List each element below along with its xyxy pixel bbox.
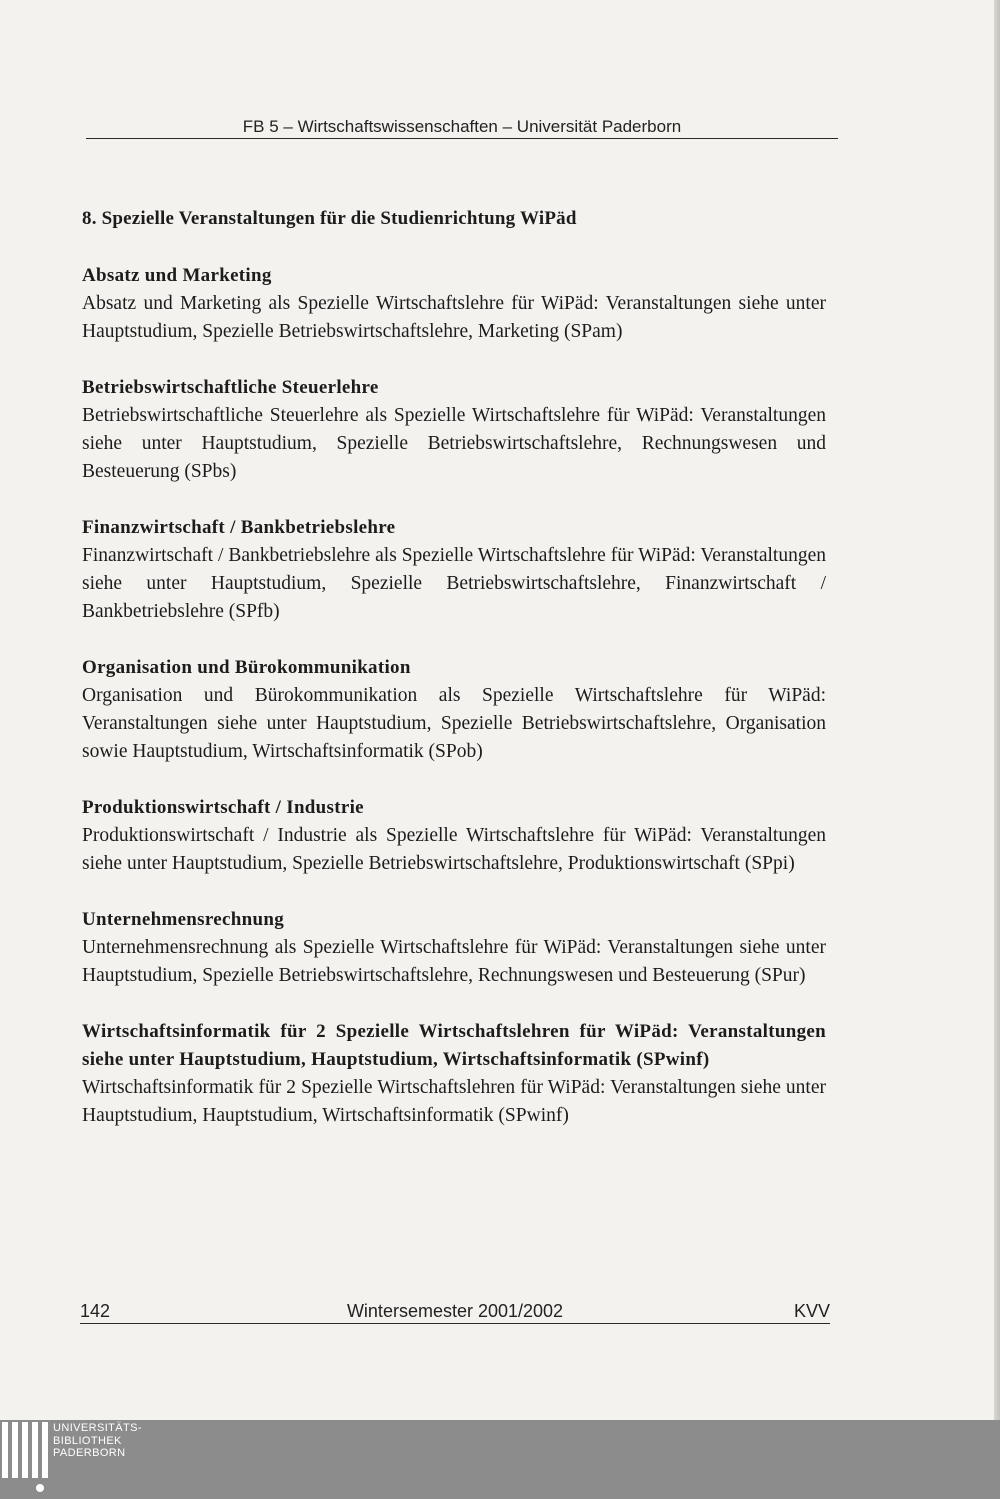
section-steuerlehre: [82, 374, 826, 486]
library-logo-icon: [2, 1422, 50, 1482]
footer-label: KVV: [793, 1301, 830, 1321]
library-logo-dot: [36, 1484, 44, 1492]
section-heading: Organisation und Bürokommunikation: [82, 657, 411, 678]
page-edge-shadow: [994, 0, 1000, 1420]
running-header: FB 5 – Wirtschaftswissenschaften – Universität Paderborn: [86, 116, 838, 139]
section-unternehmensrechnung: [82, 906, 826, 990]
library-name-line: BIBLIOTHEK: [53, 1434, 122, 1447]
section-organisation: [82, 654, 826, 766]
section-produktionswirtschaft: [82, 794, 826, 878]
library-name-line: UNIVERSITÄTS-: [53, 1422, 142, 1434]
page-number: 142: [80, 1301, 111, 1321]
section-heading: Absatz und Marketing: [82, 265, 272, 286]
section-heading: Finanzwirtschaft / Bankbetriebslehre: [82, 517, 396, 538]
footer-semester: Wintersemester 2001/2002: [346, 1301, 564, 1321]
section-body: Wirtschaftsinformatik für 2 Spezielle Wirtschaftslehren für WiPäd: Veranstaltungen siehe unter Hauptstudium, Hauptstudium, Wirtschaftsinformatik (SPwinf): [82, 1077, 826, 1126]
section-finanzwirtschaft: [82, 514, 826, 626]
section-heading: Wirtschaftsinformatik für 2 Spezielle Wirtschaftslehren für WiPäd: Veranstaltungen siehe unter Hauptstudium, Hauptstudium, Wirtschaftsinformatik (SPwinf): [82, 1021, 826, 1070]
section-body: Absatz und Marketing als Spezielle Wirtschaftslehre für WiPäd: Veranstaltungen siehe unter Hauptstudium, Spezielle Betriebswirtschaftslehre, Marketing (SPam): [82, 293, 826, 342]
page-content: [82, 204, 826, 1158]
section-body: Organisation und Bürokommunikation als Spezielle Wirtschaftslehre für WiPäd: Veranstaltungen siehe unter Hauptstudium, Spezielle Betriebswirtschaftslehre, Organisation sowie Hauptstudium, Wirtschaftsinformatik (SPob): [82, 685, 826, 762]
section-body: Unternehmensrechnung als Spezielle Wirtschaftslehre für WiPäd: Veranstaltungen siehe unter Hauptstudium, Spezielle Betriebswirtschaftslehre, Rechnungswesen und Besteuerung (SPur): [82, 937, 826, 986]
chapter-title: 8. Spezielle Veranstaltungen für die Studienrichtung WiPäd: [82, 208, 577, 229]
section-absatz-marketing: [82, 262, 826, 346]
library-name: [53, 1422, 142, 1460]
section-wirtschaftsinformatik: [82, 1018, 826, 1130]
section-body: Betriebswirtschaftliche Steuerlehre als Spezielle Wirtschaftslehre für WiPäd: Veranstaltungen siehe unter Hauptstudium, Spezielle Betriebswirtschaftslehre, Rechnungswesen und Besteuerung (SPbs): [82, 405, 826, 482]
section-heading: Betriebswirtschaftliche Steuerlehre: [82, 377, 379, 398]
page-footer: [80, 1299, 830, 1324]
section-heading: Unternehmensrechnung: [82, 909, 284, 930]
section-body: Produktionswirtschaft / Industrie als Spezielle Wirtschaftslehre für WiPäd: Veranstaltungen siehe unter Hauptstudium, Spezielle Betriebswirtschaftslehre, Produktionswirtschaft (SPpi): [82, 825, 826, 874]
library-logo: [0, 1420, 160, 1499]
section-heading: Produktionswirtschaft / Industrie: [82, 797, 364, 818]
library-name-line: PADERBORN: [53, 1447, 126, 1459]
section-body: Finanzwirtschaft / Bankbetriebslehre als Spezielle Wirtschaftslehre für WiPäd: Veranstaltungen siehe unter Hauptstudium, Spezielle Betriebswirtschaftslehre, Finanzwirtschaft / Bankbetriebslehre (SPfb): [82, 545, 826, 622]
